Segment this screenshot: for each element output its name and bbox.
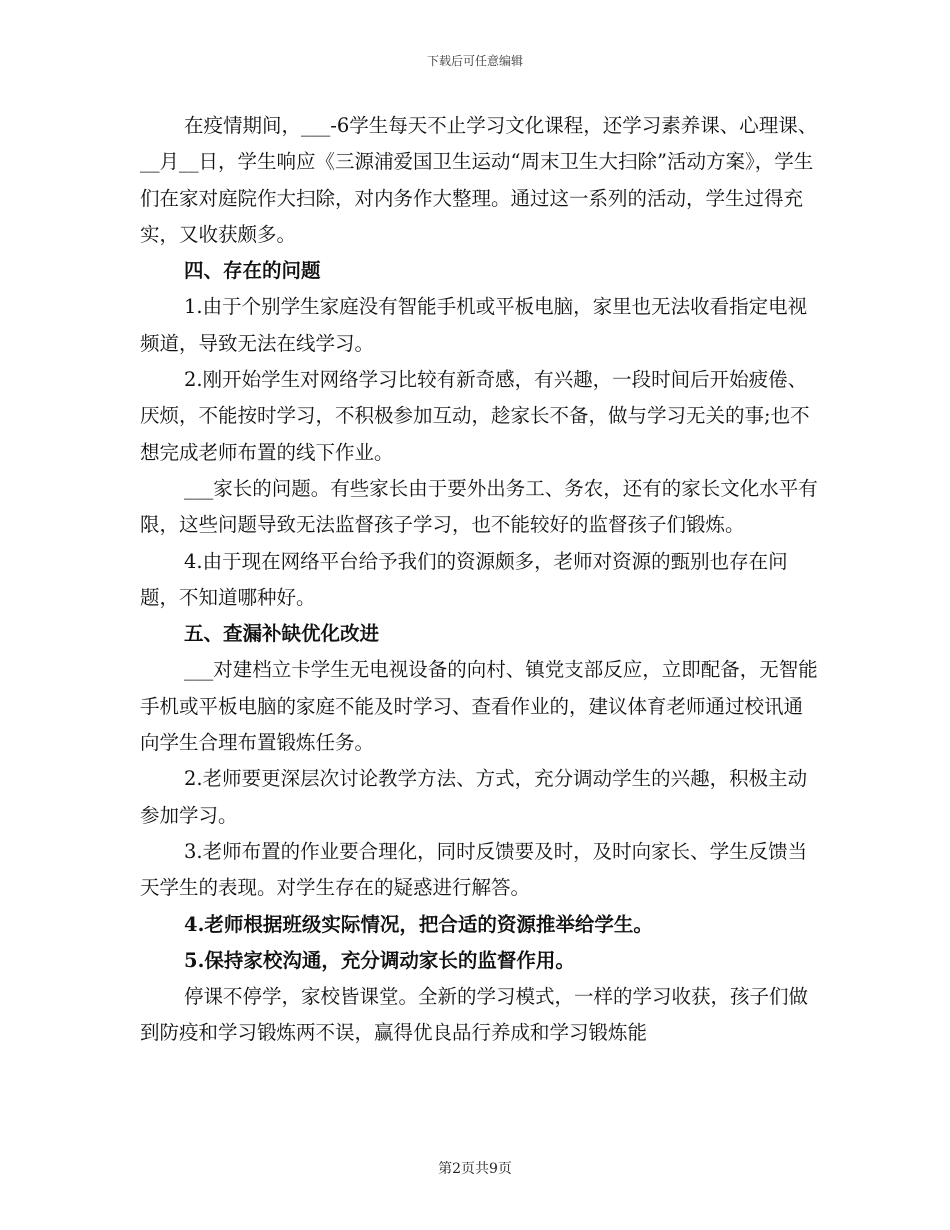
problem-item-4: 4.由于现在网络平台给予我们的资源颇多，老师对资源的甄别也存在问题，不知道哪种好。 [140,549,788,609]
problem-item-2: 2.刚开始学生对网络学习比较有新奇感，有兴趣，一段时间后开始疲倦、厌烦，不能按时学习，不积极参加互动，趁家长不备，做与学习无关的事;也不想完成老师布置的线下作业。 [140,368,810,464]
improvement-item-4: 4.老师根据班级实际情况，把合适的资源推举给学生。 [184,912,653,936]
paragraph-epidemic-activities: 在疫情期间，___-6学生每天不止学习文化课程，还学习素养课、心理课、__月__日，学生响应《三源浦爱国卫生运动“周末卫生大扫除”活动方案》，学生们在家对庭院作大扫除，对内务作大整理。通过这一系列的活动，学生过得充实，又收获颇多。 [140,114,818,246]
improvement-item-3: 3.老师布置的作业要合理化，同时反馈要及时，及时向家长、学生反馈当天学生的表现。对学生存在的疑惑进行解答。 [140,839,808,900]
paragraph-conclusion: 停课不停学，家校皆课堂。全新的学习模式，一样的学习收获，孩子们做到防疫和学习锻炼两不误，赢得优良品行养成和学习锻炼能 [140,985,809,1045]
problem-item-3: ___家长的问题。有些家长由于要外出务工、务农，还有的家长文化水平有限，这些问题导致无法监督孩子学习，也不能较好的监督孩子们锻炼。 [140,476,818,537]
improvement-item-5: 5.保持家校沟通，充分调动家长的监督作用。 [184,948,575,972]
page-header: 下载后可任意编辑 [426,54,523,68]
section-heading-improvements: 五、查漏补缺优化改进 [184,622,380,646]
page-number-footer: 第2页共9页 [438,1161,512,1177]
document-body [140,108,820,1052]
problem-item-1: 1.由于个别学生家庭没有智能手机或平板电脑，家里也无法收看指定电视频道，导致无法在线学习。 [140,295,808,355]
improvement-item-1: ___对建档立卡学生无电视设备的向村、镇党支部反应，立即配备，无智能手机或平板电脑的家庭不能及时学习、查看作业的，建议体育老师通过校讯通向学生合理布置锻炼任务。 [140,658,818,755]
section-heading-problems: 四、存在的问题 [184,259,321,283]
improvement-item-2: 2.老师要更深层次讨论教学方法、方式，充分调动学生的兴趣，积极主动参加学习。 [140,767,808,827]
